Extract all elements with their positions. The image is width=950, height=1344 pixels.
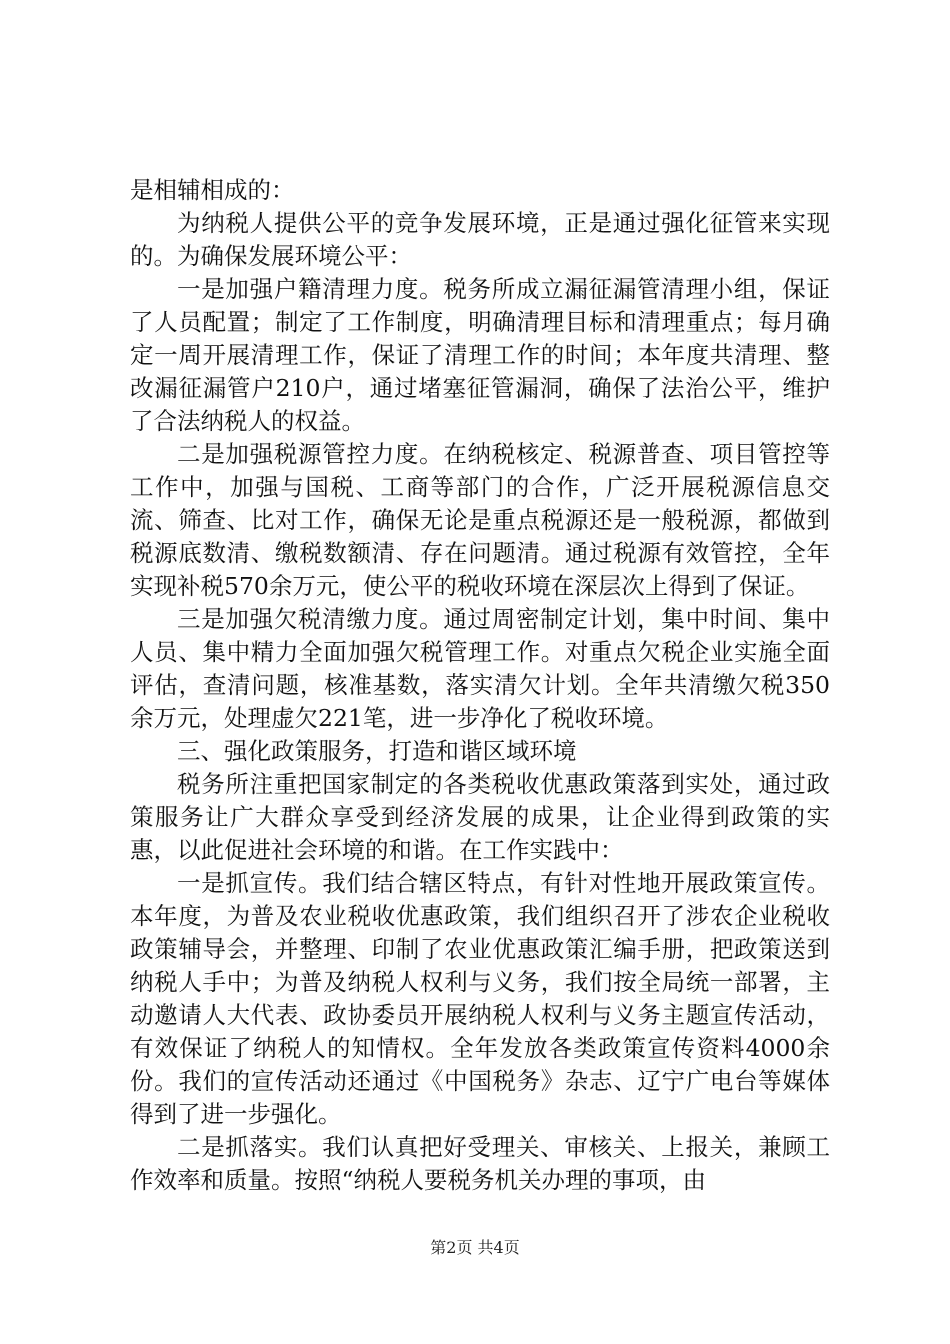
document-body bbox=[130, 174, 830, 1197]
page-number: 第2页 共4页 bbox=[430, 1238, 520, 1257]
paragraph-intro: 为纳税人提供公平的竞争发展环境，正是通过强化征管来实现的。为确保发展环境公平： bbox=[130, 209, 830, 270]
paragraph-implementation: 二是抓落实。我们认真把好受理关、审核关、上报关，兼顾工作效率和质量。按照“纳税人要税务机关办理的事项，由 bbox=[130, 1133, 830, 1194]
paragraph-household-cleanup: 一是加强户籍清理力度。税务所成立漏征漏管清理小组，保证了人员配置；制定了工作制度，明确清理目标和清理重点；每月确定一周开展清理工作，保证了清理工作的时间；本年度共清理、整改漏征漏管户210户，通过堵塞征管漏洞，确保了法治公平，维护了合法纳税人的权益。 bbox=[130, 275, 830, 435]
paragraph-arrears-collection: 三是加强欠税清缴力度。通过周密制定计划，集中时间、集中人员、集中精力全面加强欠税管理工作。对重点欠税企业实施全面评估，查清问题，核准基数，落实清欠计划。全年共清缴欠税350余万元，处理虚欠221笔，进一步净化了税收环境。 bbox=[130, 605, 830, 732]
paragraph-continuation: 是相辅相成的： bbox=[130, 176, 295, 204]
paragraph-tax-source-control: 二是加强税源管控力度。在纳税核定、税源普查、项目管控等工作中，加强与国税、工商等部门的合作，广泛开展税源信息交流、筛查、比对工作，确保无论是重点税源还是一般税源，都做到税源底数清、缴税数额清、存在问题清。通过税源有效管控，全年实现补税570余万元，使公平的税收环境在深层次上得到了保证。 bbox=[130, 440, 830, 600]
section-heading: 三、强化政策服务，打造和谐区域环境 bbox=[177, 737, 577, 765]
paragraph-publicity: 一是抓宣传。我们结合辖区特点，有针对性地开展政策宣传。本年度，为普及农业税收优惠政策，我们组织召开了涉农企业税收政策辅导会，并整理、印制了农业优惠政策汇编手册，把政策送到纳税人手中；为普及纳税人权利与义务，我们按全局统一部署，主动邀请人大代表、政协委员开展纳税人权利与义务主题宣传活动，有效保证了纳税人的知情权。全年发放各类政策宣传资料4000余份。我们的宣传活动还通过《中国税务》杂志、辽宁广电台等媒体得到了进一步强化。 bbox=[130, 869, 830, 1128]
paragraph-policy-service: 税务所注重把国家制定的各类税收优惠政策落到实处，通过政策服务让广大群众享受到经济发展的成果，让企业得到政策的实惠，以此促进社会环境的和谐。在工作实践中： bbox=[130, 770, 830, 864]
